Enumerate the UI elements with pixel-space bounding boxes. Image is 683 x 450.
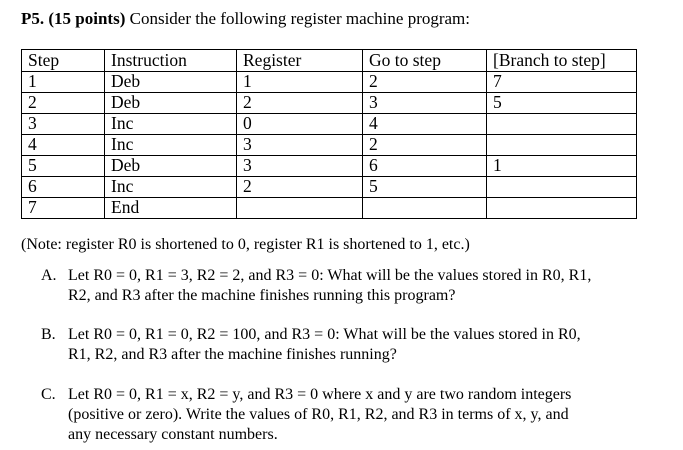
cell-instruction: Deb — [105, 156, 237, 177]
question-letter: A. — [41, 267, 57, 284]
cell-step: 2 — [22, 93, 105, 114]
table-row — [22, 177, 637, 198]
program-table — [21, 49, 637, 219]
cell-instruction: Inc — [105, 114, 237, 135]
question-text: R2, and R3 after the machine finishes running this program? — [68, 287, 456, 304]
cell-register — [237, 198, 363, 219]
problem-intro: Consider the following register machine program: — [125, 9, 471, 28]
cell-step: 7 — [22, 198, 105, 219]
problem-title — [21, 9, 470, 29]
table-row — [22, 135, 637, 156]
question-a — [41, 266, 591, 306]
cell-branch: 7 — [487, 72, 637, 93]
cell-go-to: 6 — [363, 156, 487, 177]
cell-step: 4 — [22, 135, 105, 156]
problem-label: P5. (15 points) — [21, 9, 126, 28]
question-b — [41, 325, 581, 365]
cell-register: 3 — [237, 135, 363, 156]
question-letter: B. — [41, 326, 56, 343]
header-instruction: Instruction — [105, 50, 237, 72]
cell-instruction: End — [105, 198, 237, 219]
table-row — [22, 198, 637, 219]
table-row — [22, 93, 637, 114]
cell-branch — [487, 198, 637, 219]
header-branch-to-step: [Branch to step] — [487, 50, 637, 72]
question-text: R1, R2, and R3 after the machine finishes running? — [68, 346, 397, 363]
table-header-row — [22, 50, 637, 72]
cell-branch: 5 — [487, 93, 637, 114]
question-text: (positive or zero). Write the values of R0, R1, R2, and R3 in terms of x, y, and — [68, 406, 569, 423]
cell-register: 1 — [237, 72, 363, 93]
cell-branch — [487, 177, 637, 198]
header-register: Register — [237, 50, 363, 72]
cell-step: 1 — [22, 72, 105, 93]
question-c — [41, 385, 571, 445]
cell-register: 2 — [237, 93, 363, 114]
question-letter: C. — [41, 386, 56, 403]
table-row — [22, 156, 637, 177]
question-text: Let R0 = 0, R1 = 3, R2 = 2, and R3 = 0: What will be the values stored in R0, R1, — [68, 267, 592, 284]
cell-branch — [487, 135, 637, 156]
question-text: any necessary constant numbers. — [68, 426, 278, 443]
header-go-to-step: Go to step — [363, 50, 487, 72]
cell-step: 5 — [22, 156, 105, 177]
table-row — [22, 114, 637, 135]
cell-go-to: 3 — [363, 93, 487, 114]
cell-register: 3 — [237, 156, 363, 177]
cell-branch: 1 — [487, 156, 637, 177]
cell-branch — [487, 114, 637, 135]
table-row — [22, 72, 637, 93]
cell-go-to — [363, 198, 487, 219]
question-text: Let R0 = 0, R1 = x, R2 = y, and R3 = 0 where x and y are two random integers — [68, 386, 572, 403]
cell-go-to: 5 — [363, 177, 487, 198]
cell-instruction: Inc — [105, 177, 237, 198]
cell-go-to: 2 — [363, 135, 487, 156]
header-step: Step — [22, 50, 105, 72]
cell-register: 0 — [237, 114, 363, 135]
register-note: (Note: register R0 is shortened to 0, register R1 is shortened to 1, etc.) — [21, 236, 470, 253]
cell-instruction: Deb — [105, 93, 237, 114]
cell-instruction: Inc — [105, 135, 237, 156]
cell-go-to: 4 — [363, 114, 487, 135]
question-text: Let R0 = 0, R1 = 0, R2 = 100, and R3 = 0: What will be the values stored in R0, — [68, 326, 581, 343]
cell-step: 6 — [22, 177, 105, 198]
cell-register: 2 — [237, 177, 363, 198]
cell-instruction: Deb — [105, 72, 237, 93]
cell-step: 3 — [22, 114, 105, 135]
cell-go-to: 2 — [363, 72, 487, 93]
